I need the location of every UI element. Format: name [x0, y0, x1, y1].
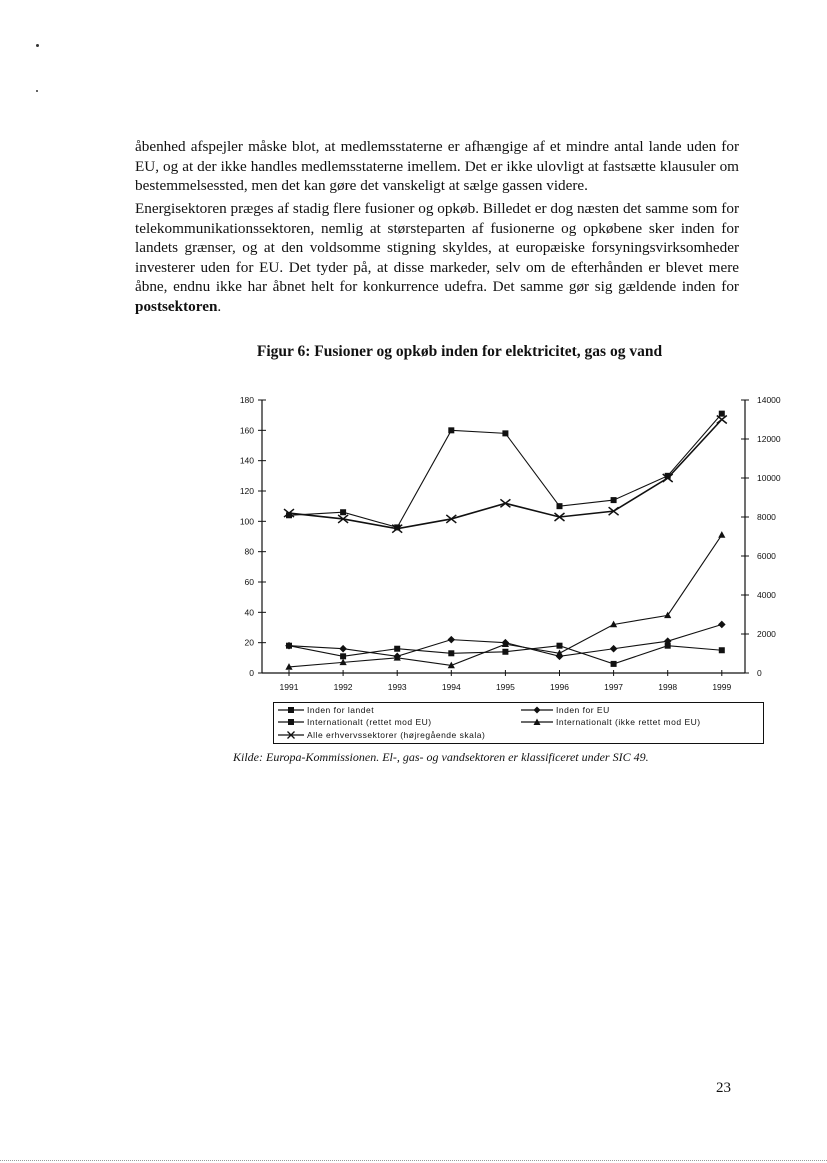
square-data-point [557, 503, 563, 509]
x-tick-label: 1997 [604, 682, 624, 692]
x-tick-label: 1995 [495, 682, 515, 692]
x-tick-label: 1992 [333, 682, 353, 692]
legend-item-inden-for-eu [521, 705, 610, 715]
square-data-point [719, 647, 725, 653]
diamond-data-point [718, 621, 726, 629]
left-tick-label: 120 [239, 486, 254, 496]
paragraph-2-bold: postsektoren [135, 297, 218, 315]
legend-label: Inden for EU [556, 705, 610, 715]
legend-diamond-marker-icon [521, 706, 553, 714]
left-tick-label: 100 [239, 516, 254, 527]
paragraph-2-text: Energisektoren præges af stadig flere fusioner og opkøb. Billedet er dog næsten det samme som for telekommunikationssektoren, nemlig at størsteparten af fusionerne og opkøbene sker inden for landets grænser, og at den voldsomme stigning skyldes, at europæiske forsyningsvirksomheder investerer uden for EU. Det tyder på, at disse markeder, selv om de efterhånden er blevet mere åbne, endnu ikke har åbnet helt for konkurrence udefra. Det samme gør sig gældende inden for [135, 200, 739, 295]
x-tick-label: 1999 [712, 682, 732, 692]
legend-item-internationalt-ikke-rettet [521, 717, 701, 727]
left-tick-label: 60 [244, 577, 254, 587]
square-data-point [719, 411, 725, 417]
scan-edge-line [0, 1160, 827, 1162]
square-data-point [611, 661, 617, 667]
legend-label: Inden for landet [307, 705, 375, 715]
right-tick-label: 4000 [757, 590, 776, 600]
square-data-point [665, 643, 671, 649]
square-data-point [340, 509, 346, 515]
paragraph-2 [135, 199, 739, 316]
left-tick-label: 20 [244, 637, 254, 648]
right-tick-label: 14000 [757, 395, 781, 405]
x-tick-label: 1994 [441, 682, 461, 692]
square-data-point [394, 646, 400, 652]
right-tick-label: 12000 [757, 434, 781, 444]
chart-source-note: Kilde: Europa-Kommissionen. El-, gas- og vandsektoren er klassificeret under SIC 49. [233, 750, 649, 764]
series-markers [284, 411, 727, 670]
x-tick-label: 1998 [658, 682, 678, 692]
square-data-point [448, 427, 454, 433]
square-data-point [611, 497, 617, 503]
margin-mark [36, 44, 39, 47]
x-data-point [500, 499, 510, 507]
left-tick-label: 40 [244, 607, 254, 618]
paragraph-2-end: . [217, 297, 222, 315]
triangle-data-point [718, 531, 725, 538]
left-tick-label: 140 [239, 455, 254, 466]
square-data-point [448, 650, 454, 656]
legend-square-marker-icon [278, 706, 304, 714]
line-chart [0, 385, 827, 700]
square-data-point [340, 653, 346, 659]
right-tick-label: 2000 [757, 629, 776, 639]
page-number: 23 [716, 1080, 731, 1096]
diamond-data-point [448, 636, 456, 644]
right-tick-label: 10000 [757, 473, 781, 483]
legend-item-alle-erhvervssektorer [278, 730, 485, 740]
left-tick-label: 0 [249, 668, 254, 678]
x-tick-label: 1991 [279, 682, 299, 692]
legend-label: Internationalt (ikke rettet mod EU) [556, 717, 701, 727]
left-tick-label: 180 [239, 395, 254, 405]
square-data-point [286, 643, 292, 649]
legend-triangle-marker-icon [521, 718, 553, 726]
right-tick-label: 6000 [757, 551, 776, 561]
legend-label: Alle erhvervssektorer (højregående skala) [307, 730, 486, 740]
left-tick-label: 80 [244, 546, 254, 557]
diamond-data-point [339, 645, 347, 653]
x-data-point [717, 416, 727, 424]
series-line-4 [289, 535, 722, 667]
x-tick-label: 1996 [550, 682, 569, 692]
legend-label: Internationalt (rettet mod EU) [307, 717, 432, 727]
legend-x-marker-icon [278, 731, 304, 739]
margin-mark [36, 90, 38, 92]
legend-item-internationalt-rettet [278, 717, 432, 727]
chart-legend [273, 702, 764, 744]
diamond-data-point [610, 645, 618, 653]
left-tick-label: 160 [239, 425, 254, 436]
figure-title: Figur 6: Fusioner og opkøb inden for elektricitet, gas og vand [256, 343, 663, 360]
square-data-point [502, 649, 508, 655]
legend-square-marker-icon [278, 718, 304, 726]
right-tick-label: 8000 [757, 512, 776, 522]
square-data-point [502, 430, 508, 436]
paragraph-1: åbenhed afspejler måske blot, at medlemsstaterne er afhængige af et mindre antal lande uden for EU, og at der ikke handles medlemsstaterne imellem. Det er ikke ulovligt at fastsætte klausuler om bestemmelsessted, men det kan gøre det vanskeligt at sælge gassen videre. [135, 138, 739, 194]
x-tick-label: 1993 [387, 682, 407, 692]
legend-item-inden-for-landet [278, 705, 374, 715]
right-tick-label: 0 [757, 668, 762, 678]
square-data-point [557, 643, 563, 649]
series-lines [289, 414, 722, 667]
